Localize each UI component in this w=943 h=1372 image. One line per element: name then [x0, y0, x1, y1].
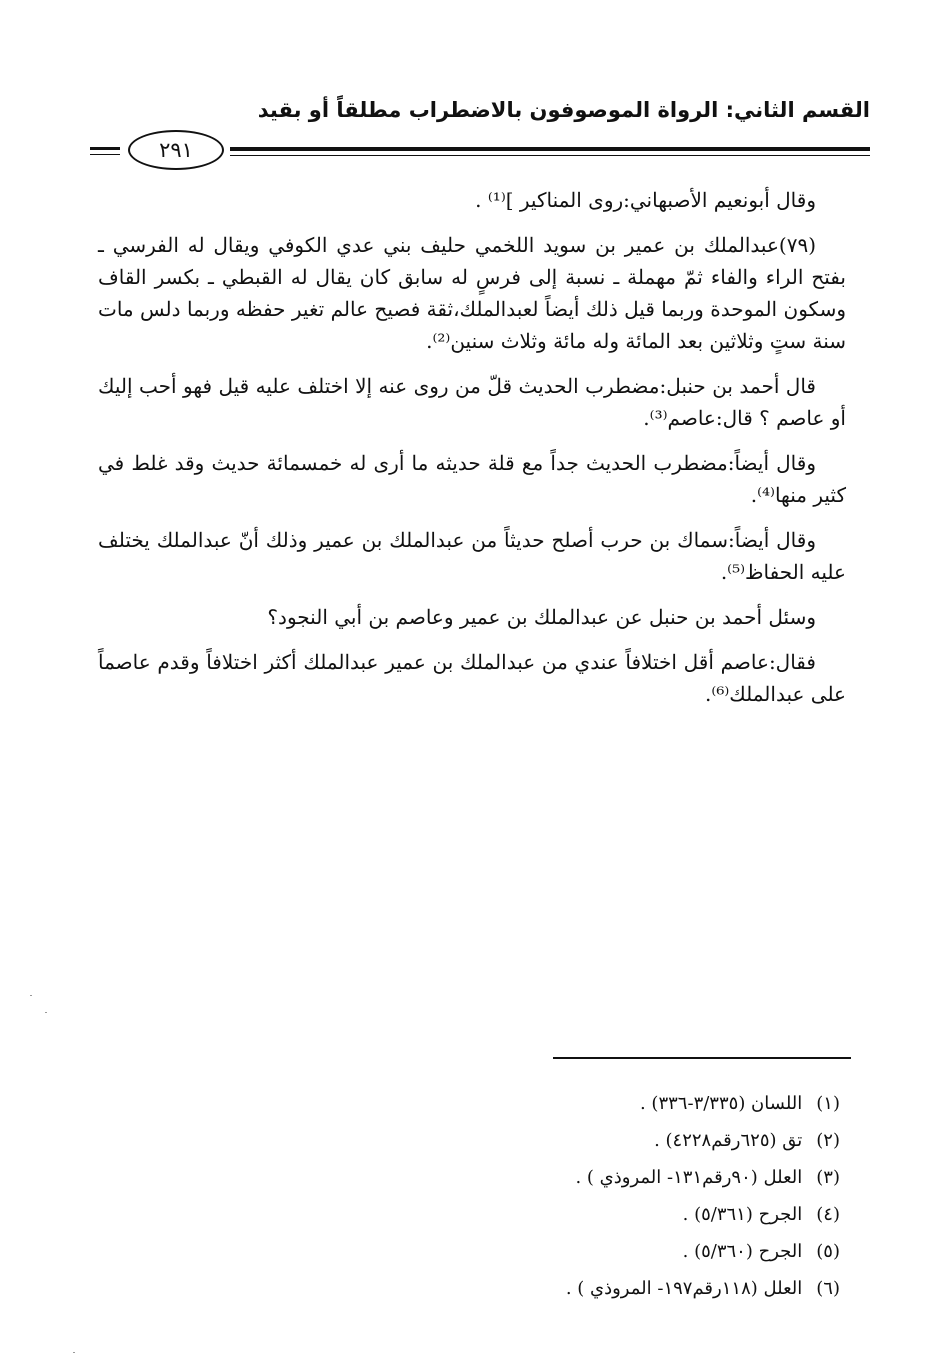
footnote-text: الجرح (٥/٣٦١) . [682, 1204, 803, 1225]
footnote-item [380, 1085, 840, 1122]
footnote-number: (٤) [816, 1204, 840, 1225]
header-rule-left-thin [90, 154, 120, 155]
footnote-number: (٣) [816, 1167, 840, 1188]
footnote-item [380, 1196, 840, 1233]
footnote-text: العلل (١١٨رقم١٩٧- المروذي ) . [565, 1278, 803, 1299]
footnote-item [380, 1270, 840, 1307]
scan-speck [30, 995, 32, 996]
paragraph: قال أحمد بن حنبل:مضطرب الحديث قلّ من روى عنه إلا اختلف عليه قيل فهو أحب إليك أو عاصم ؟ قال:عاصم⁽³⁾. [98, 374, 846, 430]
footnote-item [380, 1122, 840, 1159]
scan-speck [73, 1352, 75, 1353]
paragraph: وسئل أحمد بن حنبل عن عبدالملك بن عمير وعاصم بن أبي النجود؟ [267, 605, 816, 629]
header-rule-thick [230, 147, 870, 151]
footnote-text: اللسان (٣/٣٣٥-٣٣٦) . [639, 1093, 803, 1114]
footnote-number: (١) [816, 1093, 840, 1114]
page-number: ٢٩١ [128, 130, 224, 170]
paragraph: فقال:عاصم أقل اختلافاً عندي من عبدالملك بن عمير عبدالملك أكثر اختلافاً وقدم عاصماً على عبدالملك⁽⁶⁾. [98, 650, 846, 706]
footnote-number: (٦) [816, 1278, 840, 1299]
footnote-number: (٥) [816, 1241, 840, 1262]
footnote-item [380, 1233, 840, 1270]
paragraph: وقال أبونعيم الأصبهاني:روى المناكير ]⁽¹⁾ . [475, 188, 816, 212]
footnote-text: تق (٦٢٥رقم٤٢٢٨) . [654, 1130, 803, 1151]
footnote-text: الجرح (٥/٣٦٠) . [682, 1241, 803, 1262]
running-title: القسم الثاني: الرواة الموصوفون بالاضطراب مطلقاً أو بقيد [257, 98, 870, 122]
paragraph: وقال أيضاً:سماك بن حرب أصلح حديثاً من عبدالملك بن عمير وذلك أنّ عبدالملك يختلف عليه الحفاظ⁽⁵⁾. [98, 528, 846, 584]
paragraph-entry-79: (٧٩)عبدالملك بن عمير بن سويد اللخمي حليف بني عدي الكوفي ويقال له الفرسي ـ بفتح الراء والفاء ثمّ مهملة ـ نسبة إلى فرسٍ له سابق كان يقال له القبطي ـ بكسر القاف وسكون الموحدة وربما قيل ذلك أيضاً لعبدالملك،ثقة فصيح عالم تغير حفظه وربما دلس مات سنة ستٍ وثلاثين بعد المائة وله مائة وثلاث سنين⁽²⁾. [98, 233, 846, 353]
page-header [90, 98, 870, 168]
footnote-text: العلل (٩٠رقم١٣١- المروذي ) . [575, 1167, 803, 1188]
footnotes [380, 1085, 840, 1307]
paragraph: وقال أيضاً:مضطرب الحديث جداً مع قلة حديثه ما أرى له خمسمائة حديث وقد غلط في كثير منها⁽⁴⁾. [98, 451, 846, 507]
scan-speck [45, 1012, 47, 1013]
footnote-number: (٢) [816, 1130, 840, 1151]
body-text [98, 184, 846, 723]
header-rule-thin [230, 155, 870, 156]
footnote-item [380, 1159, 840, 1196]
footnote-separator [553, 1057, 851, 1059]
header-rule-left [90, 147, 120, 150]
